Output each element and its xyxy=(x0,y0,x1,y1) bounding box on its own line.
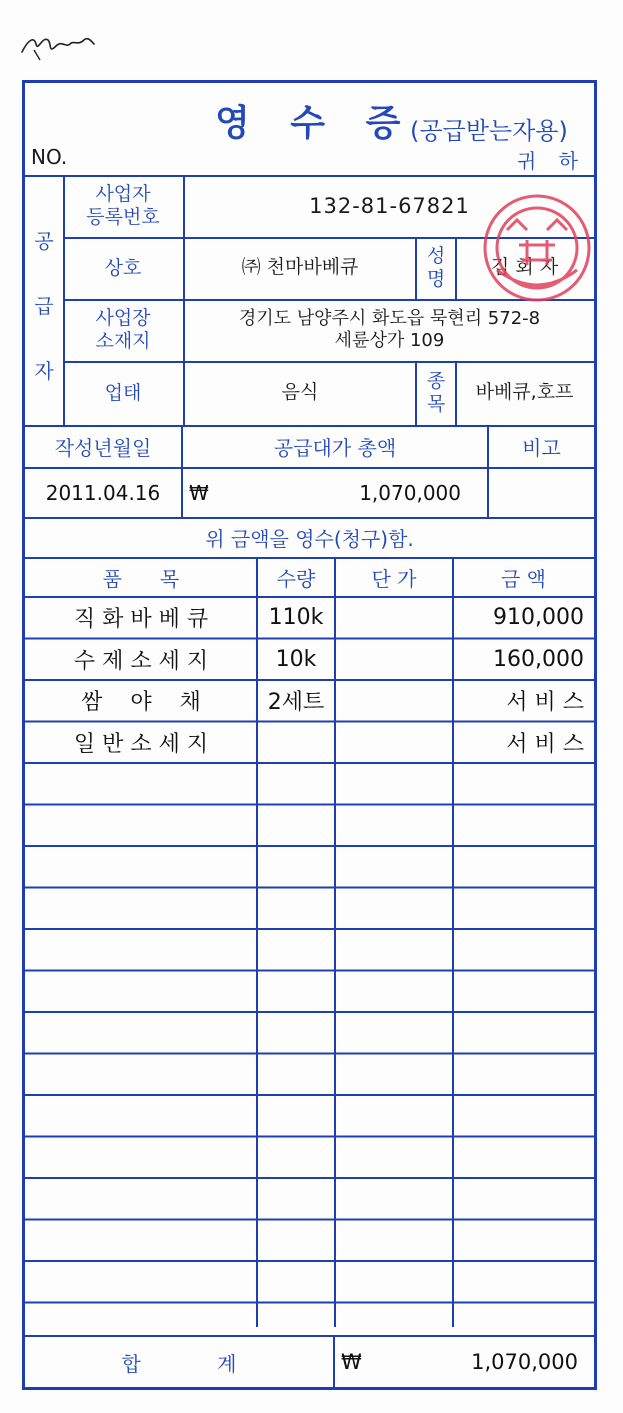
company-value: ㈜ 천마바베큐 xyxy=(241,256,359,279)
business-label: 업태 xyxy=(63,361,185,425)
handwritten-signature xyxy=(18,26,98,66)
currency-symbol: ₩ xyxy=(189,481,209,505)
total-amount: 1,070,000 xyxy=(471,1350,578,1374)
address-label: 사업장 소재지 xyxy=(63,299,185,361)
side-label-char: 급 xyxy=(34,294,54,318)
header-item: 품 목 xyxy=(102,566,180,591)
supplier-side-label xyxy=(25,175,65,425)
item-type-label: 종 목 xyxy=(415,361,457,425)
item-type-value: 바베큐,호프 xyxy=(475,381,574,404)
name-value: 김 회 자 xyxy=(490,256,559,279)
amount-value: 1,070,000 xyxy=(359,481,461,505)
company-label: 상호 xyxy=(63,237,185,299)
summary-table xyxy=(25,425,594,519)
addressee-suffix: 귀 하 xyxy=(517,149,586,173)
reg-no-label: 사업자 등록번호 xyxy=(63,175,185,237)
item-qty: 10k xyxy=(275,646,317,672)
business-value: 음식 xyxy=(281,381,319,404)
header-price: 단 가 xyxy=(371,566,417,591)
item-qty: 110k xyxy=(268,605,324,631)
amount-cell xyxy=(183,469,489,517)
remark-value xyxy=(489,469,594,517)
remark-label: 비고 xyxy=(489,425,594,469)
receipt-number-label: NO. xyxy=(31,145,68,169)
items-table xyxy=(25,557,594,1327)
receipt-subtitle: (공급받는자용) xyxy=(410,117,568,145)
item-amount: 160,000 xyxy=(493,646,584,672)
item-name: 직 화 바 베 큐 xyxy=(73,607,209,633)
total-row xyxy=(25,1335,594,1387)
date-label: 작성년월일 xyxy=(25,425,183,469)
header-qty: 수량 xyxy=(276,566,316,591)
item-name: 일 반 소 세 지 xyxy=(73,731,209,757)
company-seal-stamp xyxy=(467,190,607,310)
address-value: 경기도 남양주시 화도읍 묵현리 572-8 세륜상가 109 xyxy=(238,307,541,351)
item-amount: 서 비 스 xyxy=(506,690,584,716)
receipt-title: 영 수 증 xyxy=(215,103,415,144)
title-row xyxy=(25,83,594,177)
total-amount-cell xyxy=(335,1337,594,1387)
business-row xyxy=(63,361,594,425)
item-name: 수 제 소 세 지 xyxy=(73,648,209,674)
total-currency: ₩ xyxy=(341,1350,362,1374)
item-qty xyxy=(257,722,335,764)
amount-label: 공급대가 총액 xyxy=(183,425,489,469)
item-amount: 서 비 스 xyxy=(506,731,584,757)
item-price xyxy=(335,680,453,722)
reg-no-value: 132-81-67821 xyxy=(309,193,470,218)
total-label: 합 계 xyxy=(25,1337,335,1387)
item-price xyxy=(335,597,453,639)
item-price xyxy=(335,722,453,764)
header-amount: 금 액 xyxy=(501,566,546,591)
item-name: 쌈 야 채 xyxy=(81,690,201,716)
item-qty: 2세트 xyxy=(267,690,325,716)
name-label: 성 명 xyxy=(415,237,457,299)
side-label-char: 자 xyxy=(34,359,54,383)
date-value: 2011.04.16 xyxy=(25,469,183,517)
side-label-char: 공 xyxy=(34,229,54,253)
item-amount: 910,000 xyxy=(493,605,584,631)
receipt-notice: 위 금액을 영수(청구)함. xyxy=(25,517,594,559)
item-price xyxy=(335,639,453,681)
